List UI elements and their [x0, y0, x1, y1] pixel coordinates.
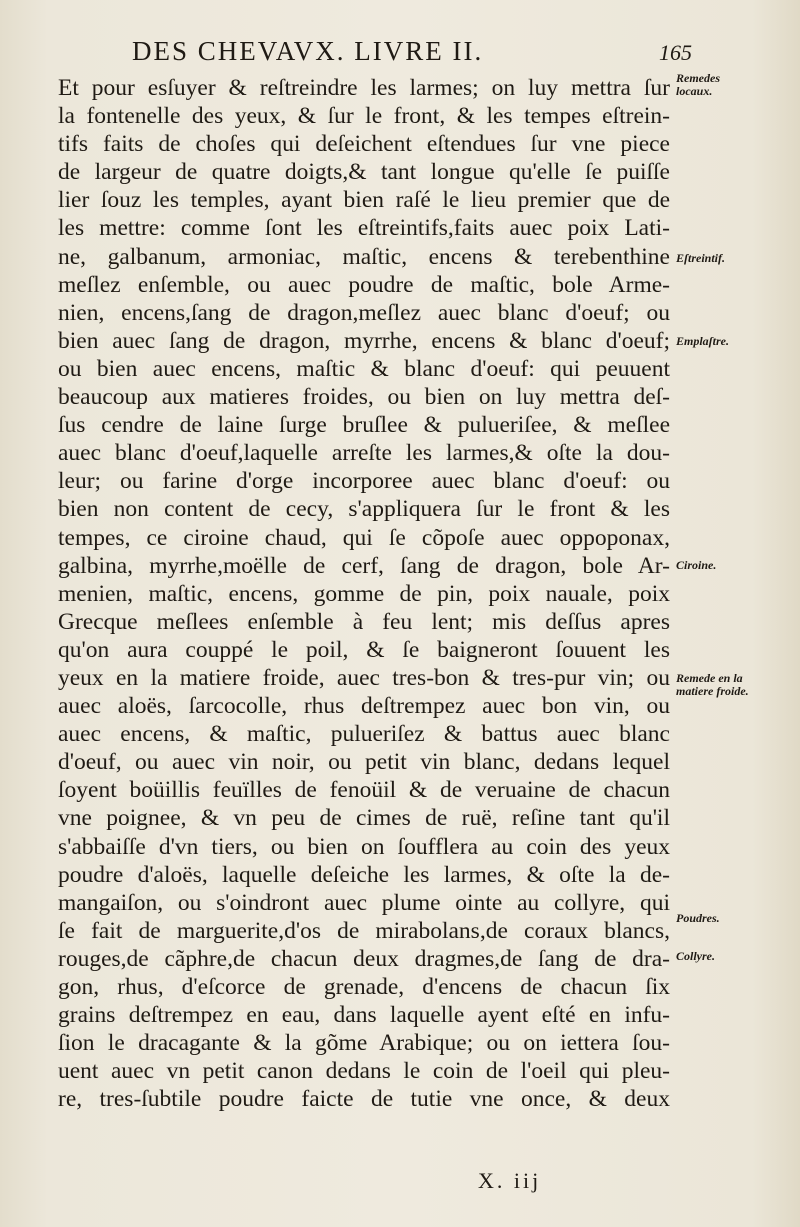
text-line: auec aloës, ſarcocolle, rhus deſtrempez auec bon vin, ou — [58, 693, 670, 720]
text-line: mangaiſon, ou s'oindront auec plume ointe au collyre, qui — [58, 889, 670, 916]
text-line: meſlez enſemble, ou auec poudre de maſtic, bole Arme- — [58, 271, 670, 298]
text-line: yeux en la matiere froide, auec tres-bon & tres-pur vin; ou — [58, 664, 670, 691]
text-line: beaucoup aux matieres froides, ou bien on luy mettra deſ- — [58, 384, 670, 411]
running-header — [132, 36, 692, 67]
text-line: la fontenelle des yeux, & ſur le front, & les tempes eſtrein- — [58, 103, 670, 130]
text-line: les mettre: comme ſont les eſtreintifs,faits auec poix Lati- — [58, 215, 670, 242]
text-line: lier ſouz les temples, ayant bien raſé le lieu premier que de — [58, 187, 670, 214]
margin-note-poudres: Poudres. — [676, 911, 720, 925]
text-line: bien auec ſang de dragon, myrrhe, encens & blanc d'oeuf; — [58, 327, 670, 354]
text-line: bien non content de cecy, s'appliquera ſur le front & les — [58, 496, 670, 523]
running-title: DES CHEVAVX. LIVRE II. — [132, 36, 484, 66]
text-line: ſe fait de marguerite,d'os de mirabolans,de coraux blancs, — [58, 917, 670, 944]
margin-note-collyre: Collyre. — [676, 949, 715, 963]
page-number: 165 — [659, 40, 692, 65]
text-line: tempes, ce ciroine chaud, qui ſe cõpoſe auec oppoponax, — [58, 524, 670, 551]
text-line: Grecque meſlees enſemble à feu lent; mis deſſus apres — [58, 608, 670, 635]
text-line: galbina, myrrhe,moëlle de cerf, ſang de dragon, bole Ar- — [58, 552, 670, 579]
margin-note-remedes-locaux: Remedes locaux. — [676, 71, 720, 98]
text-line: menien, maſtic, encens, gomme de pin, poix nauale, poix — [58, 580, 670, 607]
text-line: ou bien auec encens, maſtic & blanc d'oeuf: qui peuuent — [58, 355, 670, 382]
text-line: uent auec vn petit canon dedans le coin de l'oeil qui pleu- — [58, 1058, 670, 1085]
text-line: poudre d'aloës, laquelle deſeiche les larmes, & oſte la de- — [58, 861, 670, 888]
text-line: ne, galbanum, armoniac, maſtic, encens & terebenthine — [58, 243, 670, 270]
text-line: ſoyent boüillis feuïlles de fenoüil & de veruaine de chacun — [58, 777, 670, 804]
margin-note-ciroine: Ciroine. — [676, 558, 717, 572]
margin-note-emplastre: Emplaſtre. — [676, 334, 729, 348]
text-line: ſus cendre de laine ſurge bruſlee & pulueriſee, & meſlee — [58, 412, 670, 439]
text-line: auec encens, & maſtic, pulueriſez & battus auec blanc — [58, 721, 670, 748]
text-line: auec blanc d'oeuf,laquelle arreſte les larmes,& oſte la dou- — [58, 440, 670, 467]
text-line: tifs faits de choſes qui deſeichent eſtendues ſur vne piece — [58, 131, 670, 158]
text-line: s'abbaiſſe d'vn tiers, ou bien on ſoufflera au coin des yeux — [58, 833, 670, 860]
body-text — [58, 74, 670, 1113]
text-line: d'oeuf, ou auec vin noir, ou petit vin blanc, dedans lequel — [58, 749, 670, 776]
signature-mark: X. iij — [478, 1168, 542, 1193]
text-line: nien, encens,ſang de dragon,meſlez auec blanc d'oeuf; ou — [58, 299, 670, 326]
text-line: vne poignee, & vn peu de cimes de ruë, reſine tant qu'il — [58, 805, 670, 832]
text-line: gon, rhus, d'eſcorce de grenade, d'encens de chacun ſix — [58, 974, 670, 1000]
text-line: re, tres-ſubtile poudre faicte de tutie vne once, & deux — [58, 1086, 670, 1113]
text-line: leur; ou farine d'orge incorporee auec blanc d'oeuf: ou — [58, 468, 670, 495]
text-line: grains deſtrempez en eau, dans laquelle ayent eſté en infu- — [58, 1002, 670, 1029]
text-line: de largeur de quatre doigts,& tant longue qu'elle ſe puiſſe — [58, 159, 670, 186]
margin-note-estreintif: Eſtreintif. — [676, 251, 726, 265]
margin-note-remede-matiere-froide: Remede en la matiere froide. — [676, 671, 749, 698]
text-line: ſion le dracagante & la gõme Arabique; ou on iettera ſou- — [58, 1030, 670, 1057]
text-line: qu'on aura couppé le poil, & ſe baigneront ſouuent les — [58, 636, 670, 663]
text-line: Et pour esſuyer & reſtreindre les larmes; on luy mettra ſur — [58, 75, 670, 101]
text-line: rouges,de cãphre,de chacun deux dragmes,de ſang de dra- — [58, 945, 670, 972]
